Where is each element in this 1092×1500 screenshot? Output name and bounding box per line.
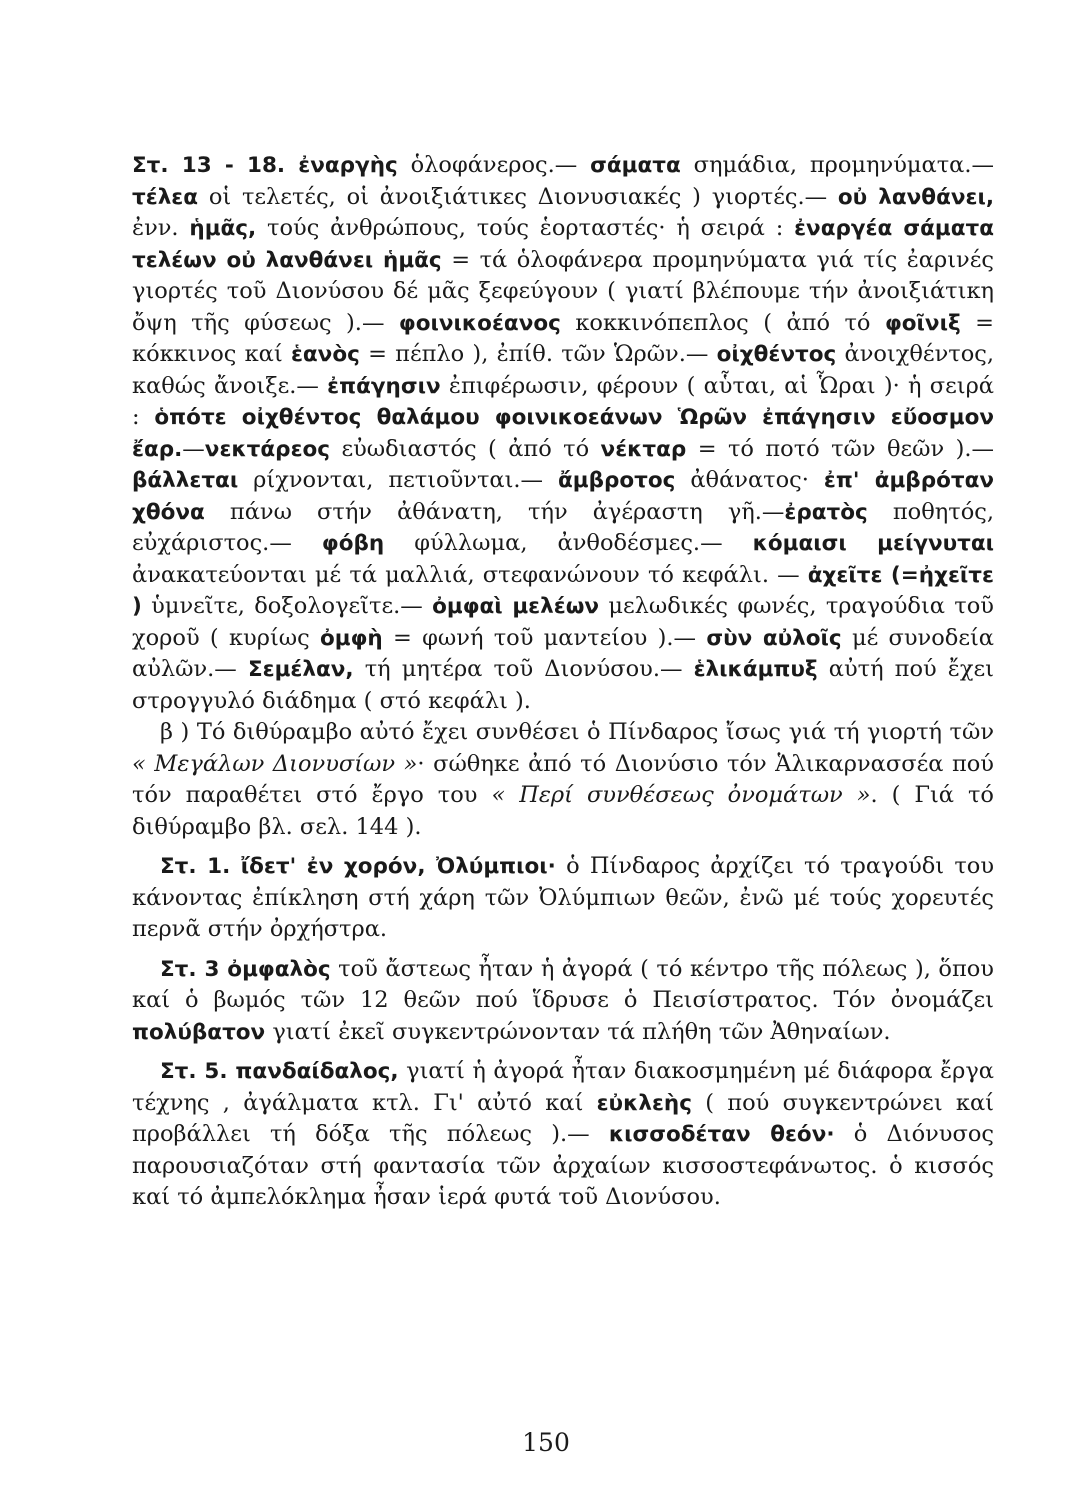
bold-term: Στ. 1. ἴδετ' ἐν χορόν, Ὀλύμπιοι· bbox=[160, 854, 556, 879]
bold-term: ἡμᾶς, bbox=[189, 216, 257, 241]
text-run: οἱ τελετές, οἱ ἀνοιξιάτικες Διονυσιακές ) γιορτές.— bbox=[198, 183, 838, 210]
page-number: 150 bbox=[522, 1428, 570, 1457]
text-run: ἀνακατεύονται μέ τά μαλλιά, στεφανώνουν τό κεφάλι. — bbox=[132, 561, 808, 588]
text-run: ὑμνεῖτε, δοξολογεῖτε.— bbox=[141, 593, 433, 619]
bold-term: Στ. 5. πανδαίδαλος, bbox=[160, 1059, 399, 1084]
italic-title: « Περί συνθέσεως ὀνομάτων » bbox=[491, 782, 871, 808]
text-run: ὁ Διόνυσος παρουσιαζόταν στή φαντασία τῶν ἀρχαίων κισσοστεφάνωτος. ὁ κισσός καί τό ἀμπελόκλημα ἦσαν ἱερά φυτά τοῦ Διονύσου. bbox=[132, 1121, 994, 1210]
bold-term: ἐπ' ἀμβρόταν χθόνα bbox=[132, 468, 994, 525]
bold-term: ἀχεῖτε (=ἠχεῖτε ) bbox=[132, 562, 994, 619]
bold-term: τέλεα bbox=[132, 184, 199, 210]
text-run: φύλλωμα, ἀνθοδέσμες.— bbox=[384, 530, 753, 556]
text-run: πάνω στήν ἀθάνατη, τήν ἀγέραστη γῆ.— bbox=[204, 498, 785, 525]
bold-term: ὀμφὴ bbox=[320, 625, 383, 651]
bold-term: φοῖνιξ bbox=[884, 310, 961, 336]
bold-term: Σεμέλαν, bbox=[247, 657, 354, 682]
text-run: = πέπλο ), ἐπίθ. τῶν Ὡρῶν.— bbox=[359, 341, 717, 367]
bold-term: ὁπότε οἰχθέντος θαλάμου φοινικοεάνων Ὡρῶν ἐπάγησιν εὔοσμον ἔαρ. bbox=[132, 405, 995, 462]
text-run: · σώθηκε ἀπό τό Διονύσιο τόν Ἁλικαρνασσέα πού τόν παραθέτει στό ἔργο του bbox=[132, 750, 994, 808]
paragraph-gap bbox=[132, 843, 994, 851]
text-run: ὁ Πίνδαρος ἀρχίζει τό τραγούδι του κάνοντας ἐπίκληση στή χάρη τῶν Ὀλύμπιων θεῶν, ἐνῶ μέ τούς χορευτές περνᾶ στήν ὀρχήστρα. bbox=[132, 853, 994, 942]
bold-term: Στ. 3 ὀμφαλὸς bbox=[160, 956, 331, 982]
paragraph bbox=[132, 150, 994, 717]
bold-term: σάματα bbox=[590, 153, 681, 178]
bold-term: ἑλικάμπυξ bbox=[693, 657, 818, 682]
text-run: ποθητός, εὐχάριστος.— bbox=[132, 498, 994, 556]
bold-term: βάλλεται bbox=[132, 468, 239, 493]
text-run: ( πού συγκεντρώνει καί προβάλλει τή δόξα τῆς πόλεως ).— bbox=[132, 1089, 994, 1147]
text-run: εὐωδιαστός ( ἀπό τό bbox=[330, 435, 601, 462]
text-run: ἐπιφέρωσιν, φέρουν ( αὗται, αἱ Ὧραι )· ἡ σειρά : bbox=[132, 372, 994, 430]
bold-term: ὀμφαὶ μελέων bbox=[432, 594, 600, 619]
text-run: ἀθάνατος· bbox=[675, 467, 824, 493]
bold-term: Στ. 13 - 18. ἐναργὴς bbox=[132, 153, 398, 178]
bold-term: νέκταρ bbox=[600, 436, 687, 462]
bold-term: ἄμβροτος bbox=[558, 468, 676, 493]
bold-term: κόμαισι μείγνυται bbox=[752, 531, 994, 556]
text-run: κοκκινόπεπλος ( ἀπό τό bbox=[560, 309, 885, 336]
text-run: μέ συνοδεία αὐλῶν.— bbox=[132, 624, 994, 682]
bold-term: ἑανὸς bbox=[290, 342, 360, 367]
paragraph-gap bbox=[132, 1048, 994, 1056]
text-run: τή μητέρα τοῦ Διονύσου.— bbox=[353, 656, 694, 682]
text-run: αὐτή πού ἔχει στρογγυλό διάδημα ( στό κεφάλι ). bbox=[132, 656, 994, 714]
bold-term: ἐπάγησιν bbox=[327, 373, 441, 399]
bold-term: οἰχθέντος bbox=[716, 342, 837, 367]
text-run: σημάδια, προμηνύματα.— bbox=[680, 152, 994, 178]
text-run: . ( Γιά τό διθύραμβο βλ. σελ. 144 ). bbox=[132, 782, 994, 840]
text-run: γιατί ἡ ἀγορά ἦταν διακοσμημένη μέ διάφορα ἔργα τέχνης , ἀγάλματα κτλ. Γι' αὐτό καί bbox=[132, 1058, 994, 1116]
bold-term: ἐναργέα σάματα τελέων οὐ λανθάνει ἡμᾶς bbox=[132, 216, 994, 273]
text-run: ἀνοιχθέντος, καθώς ἄνοιξε.— bbox=[132, 341, 994, 399]
bold-term: φόβη bbox=[321, 531, 385, 556]
bold-term: σὺν αὐλοῖς bbox=[706, 625, 842, 651]
text-run: — bbox=[182, 435, 205, 462]
paragraph-gap bbox=[132, 946, 994, 954]
paragraph bbox=[132, 851, 994, 946]
bold-term: ἐρατὸς bbox=[784, 499, 868, 525]
bold-term: πολύβατον bbox=[132, 1019, 266, 1045]
paragraph bbox=[132, 954, 994, 1049]
bold-term: εὐκλεὴς bbox=[596, 1090, 692, 1116]
bold-term: νεκτάρεος bbox=[204, 436, 331, 462]
bold-term: φοινικοέανος bbox=[398, 310, 561, 336]
text-run: = κόκκινος καί bbox=[132, 309, 994, 367]
text-run: = τό ποτό τῶν θεῶν ).— bbox=[686, 435, 995, 462]
bold-term: κισσοδέταν θεόν· bbox=[608, 1122, 835, 1147]
text-run: γιατί ἐκεῖ συγκεντρώνονταν τά πλήθη τῶν Ἀθηναίων. bbox=[265, 1018, 891, 1045]
text-run: = τά ὁλοφάνερα προμηνύματα γιά τίς ἐαρινές γιορτές τοῦ Διονύσου δέ μᾶς ξεφεύγουν ( γιατί βλέπουμε τήν ἀνοιξιάτικη ὄψη τῆς φύσεως ).— bbox=[132, 246, 994, 336]
text-run: μελωδικές φωνές, τραγούδια τοῦ χοροῦ ( κυρίως bbox=[132, 593, 994, 651]
text-run: = φωνή τοῦ μαντείου ).— bbox=[382, 624, 707, 651]
bold-term: οὐ λανθάνει, bbox=[837, 184, 994, 210]
paragraph bbox=[132, 717, 994, 843]
text-run: ἐνν. bbox=[132, 215, 190, 241]
text-run: τούς ἀνθρώπους, τούς ἑορταστές· ἡ σειρά : bbox=[256, 215, 795, 241]
text-run: τοῦ ἄστεως ἦταν ἡ ἀγορά ( τό κέντρο τῆς πόλεως ), ὅπου καί ὁ βωμός τῶν 12 θεῶν πού ἵδρυσε ὁ Πεισίστρατος. Τόν ὀνομάζει bbox=[132, 955, 994, 1013]
text-run: β ) Τό διθύραμβο αὐτό ἔχει συνθέσει ὁ Πίνδαρος ἴσως γιά τή γιορτή τῶν bbox=[160, 719, 994, 745]
commentary-text bbox=[132, 150, 994, 1214]
italic-title: « Μεγάλων Διονυσίων » bbox=[132, 750, 418, 777]
text-run: ρίχνονται, πετιοῦνται.— bbox=[238, 467, 559, 493]
text-run: ὁλοφάνερος.— bbox=[397, 152, 591, 178]
paragraph bbox=[132, 1056, 994, 1214]
